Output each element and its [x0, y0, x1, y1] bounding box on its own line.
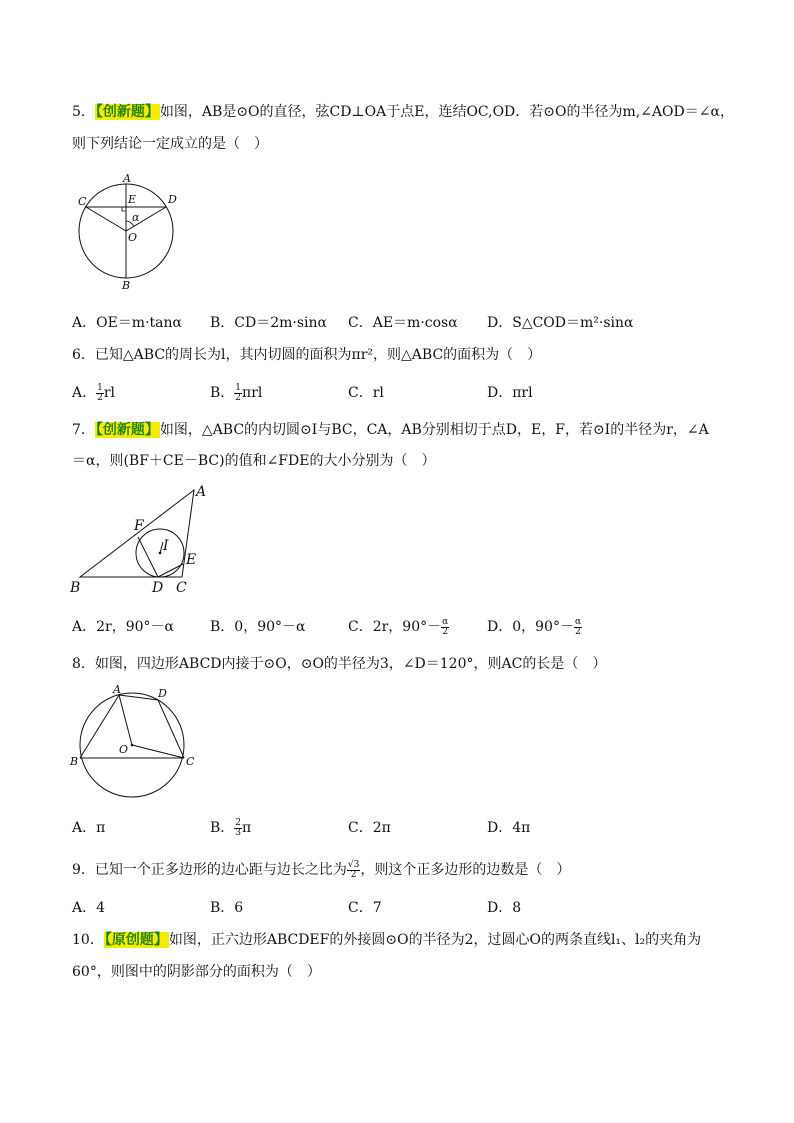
- q8-option-b: [210, 818, 251, 838]
- q7-option-c: [348, 617, 449, 637]
- q6-option-a-prefix: A．: [72, 385, 97, 401]
- q10-line1: [72, 930, 701, 950]
- q9-numerator: √3: [347, 859, 360, 870]
- q5-label-c: C: [78, 195, 87, 208]
- q7-option-c-denominator: 2: [442, 626, 449, 637]
- q10-number: 10．: [72, 932, 104, 948]
- q7-text: 如图，△ABC的内切圆⊙I与BC，CA，AB分别相切于点D，E，F，若⊙I的半径为r，∠A: [159, 422, 709, 438]
- q5-option-c: C．AE＝m·cosα: [348, 315, 458, 331]
- q8-label-c: C: [186, 755, 195, 768]
- q7-option-c-numerator: α: [442, 616, 449, 627]
- q6-option-b-suffix: πrl: [242, 385, 263, 401]
- q6-option-b-fraction: [234, 384, 242, 403]
- q8-option-b-fraction: [234, 819, 242, 838]
- q7-line2: ＝α，则(BF＋CE－BC)的值和∠FDE的大小分别为（ ）: [72, 453, 436, 469]
- q7-label-a: A: [196, 484, 207, 500]
- q9-text-suffix: ，则这个正多边形的边数是（ ）: [360, 862, 571, 878]
- q6-option-b-denominator: 2: [235, 392, 242, 403]
- q7-option-c-fraction: [441, 618, 449, 637]
- q5-innovation-tag: 【创新题】: [95, 104, 159, 120]
- q7-number: 7．: [72, 422, 95, 438]
- q6-option-b-prefix: B．: [210, 385, 235, 401]
- q10-line2: 60°，则图中的阴影部分的面积为（ ）: [72, 964, 321, 980]
- q6-option-a-denominator: 2: [97, 392, 103, 403]
- q8-center-dot: [131, 744, 134, 747]
- q8-option-b-suffix: π: [242, 820, 252, 836]
- q6-option-a-fraction: [96, 384, 104, 403]
- q5-segment-oc: [86, 207, 126, 231]
- q7-label-c: C: [176, 580, 187, 596]
- q8-option-b-numerator: 2: [235, 817, 242, 828]
- q9-denominator: 2: [350, 869, 357, 880]
- q8-option-b-denominator: 3: [235, 827, 242, 838]
- q5-label-o: O: [128, 231, 138, 244]
- q8-option-c: C．2π: [348, 820, 391, 836]
- q7-label-d: D: [152, 580, 164, 596]
- q5-option-a: A．OE＝m·tanα: [72, 315, 182, 331]
- q7-option-d-numerator: α: [574, 616, 582, 627]
- q7-label-i: I: [163, 538, 169, 554]
- q5-label-d: D: [168, 193, 177, 206]
- q8-label-d: D: [158, 687, 167, 700]
- q5-label-alpha: α: [132, 211, 140, 224]
- q5-option-b: B．CD＝2m·sinα: [210, 315, 327, 331]
- q10-original-tag: 【原创题】: [104, 932, 168, 948]
- q5-line2: 则下列结论一定成立的是（ ）: [72, 136, 268, 152]
- q6-option-a-numerator: 1: [97, 382, 103, 393]
- q6-option-a-suffix: rl: [103, 385, 116, 401]
- q7-option-c-prefix: C．2r，90°－: [348, 619, 442, 635]
- q7-option-a: A．2r，90°－α: [72, 619, 174, 635]
- q9-option-c: C．7: [348, 900, 382, 916]
- q8-radius-oa: [119, 695, 132, 745]
- q5-label-e: E: [128, 193, 137, 206]
- q5-text: 如图，AB是⊙O的直径，弦CD⊥OA于点E，连结OC,OD．若⊙O的半径为m,∠AOD＝∠α，: [159, 104, 734, 120]
- q6-option-b-numerator: 1: [235, 382, 242, 393]
- q9-line1: [72, 860, 570, 880]
- q8-radius-oc: [132, 745, 184, 758]
- q7-option-d-fraction: [574, 618, 582, 637]
- q8-circle-figure: [70, 683, 200, 805]
- q7-option-b: B．0，90°－α: [210, 619, 306, 635]
- q9-fraction: [347, 861, 360, 880]
- q6-option-c: C．rl: [348, 385, 384, 401]
- q9-option-a: A．4: [72, 900, 106, 916]
- q8-option-b-prefix: B．: [210, 820, 235, 836]
- q8-side-dc: [158, 700, 184, 758]
- q5-circle-figure: [70, 170, 190, 292]
- q5-right-angle-mark: [122, 207, 126, 211]
- q6-option-b: [210, 383, 262, 403]
- q8-label-a: A: [113, 683, 121, 696]
- q8-label-b: B: [70, 755, 79, 768]
- q7-center-dot: [159, 552, 162, 555]
- q7-option-d-denominator: 2: [575, 626, 581, 637]
- q9-option-d: D．8: [487, 900, 522, 916]
- q7-line1: [72, 420, 709, 440]
- q7-label-b: B: [70, 580, 81, 596]
- q9-option-b: B．6: [210, 900, 244, 916]
- q5-option-d: D．S△COD＝m²·sinα: [487, 315, 634, 331]
- q7-label-e: E: [186, 552, 197, 568]
- q5-line1: [72, 102, 734, 122]
- q7-option-d: [487, 617, 582, 637]
- q7-innovation-tag: 【创新题】: [95, 422, 159, 438]
- q6-option-a: [72, 383, 115, 403]
- q6-line1: 6．已知△ABC的周长为l，其内切圆的面积为πr²，则△ABC的面积为（ ）: [72, 347, 542, 363]
- q8-label-o: O: [119, 743, 129, 756]
- q5-label-b: B: [122, 279, 131, 292]
- q8-option-a: A．π: [72, 820, 106, 836]
- q5-label-a: A: [123, 172, 131, 185]
- q6-option-d: D．πrl: [487, 385, 533, 401]
- q7-label-f: F: [134, 518, 144, 534]
- q9-text-prefix: 9．已知一个正多边形的边心距与边长之比为: [72, 862, 347, 878]
- q8-option-d: D．4π: [487, 820, 531, 836]
- q5-number: 5．: [72, 104, 95, 120]
- q8-line1: 8．如图，四边形ABCD内接于⊙O，⊙O的半径为3，∠D＝120°，则AC的长是（ ）: [72, 656, 607, 672]
- q7-triangle-figure: [70, 482, 210, 597]
- q7-segment-fd: [138, 537, 158, 577]
- q10-text: 如图，正六边形ABCDEF的外接圆⊙O的半径为2，过圆心O的两条直线l₁、l₂的夹角为: [168, 932, 702, 948]
- q7-option-d-prefix: D．0，90°－: [487, 619, 574, 635]
